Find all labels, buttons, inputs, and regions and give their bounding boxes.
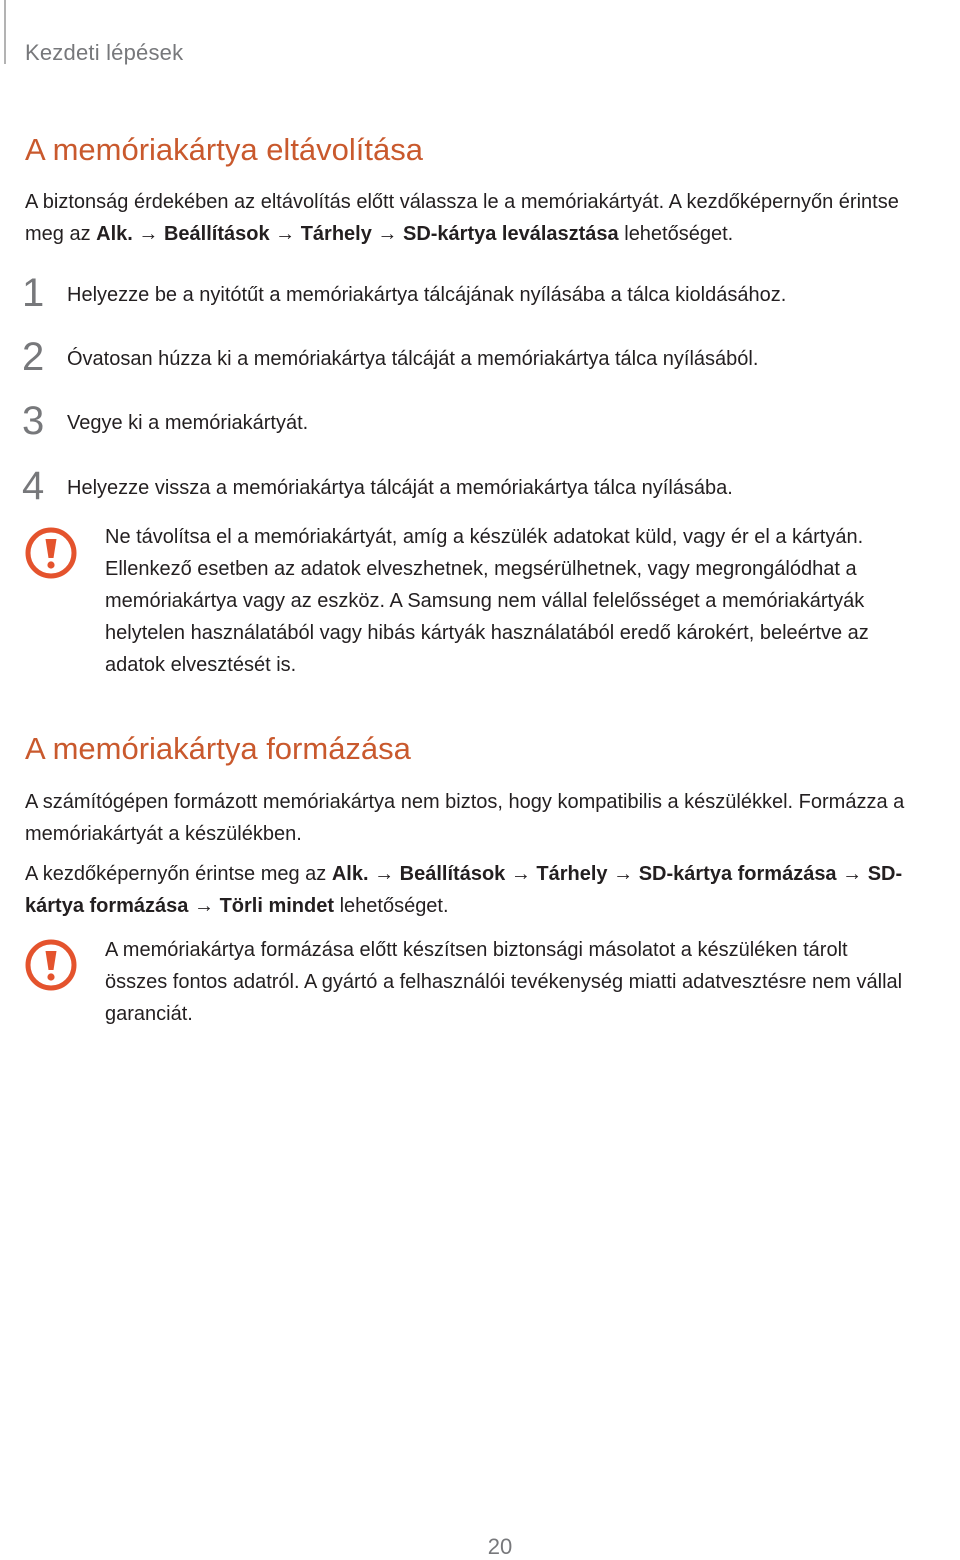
- path-item-storage: Tárhely: [536, 863, 608, 885]
- warning-line: garanciát.: [105, 1003, 193, 1025]
- arrow: →: [374, 863, 395, 885]
- format-path-suffix: lehetőséget.: [334, 895, 449, 917]
- arrow: →: [275, 223, 296, 245]
- path-item-storage: Tárhely: [300, 223, 372, 245]
- removal-intro-line1: A biztonság érdekében az eltávolítás előtt válassza le a memóriakártyát. A kezdőképernyőn érintse: [25, 191, 899, 213]
- step-text: Helyezze be a nyitótűt a memóriakártya tálcájának nyílásába a tálca kioldásához.: [67, 284, 787, 306]
- exclamation-circle-icon: [24, 938, 78, 992]
- exclamation-circle-icon: [24, 526, 78, 580]
- format-path: [25, 858, 960, 922]
- arrow: →: [138, 223, 159, 245]
- arrow: →: [510, 863, 531, 885]
- format-path-prefix: A kezdőképernyőn érintse meg az: [25, 863, 332, 885]
- warning-format: [105, 934, 950, 1030]
- path-item-format-sd-confirm-part1: SD-: [867, 863, 903, 885]
- warning-line: Ellenkező esetben az adatok elveszhetnek, megsérülhetnek, vagy megrongálódhat a: [105, 558, 857, 580]
- path-item-format-sd: SD-kártya formázása: [638, 863, 837, 885]
- path-item-settings: Beállítások: [163, 223, 270, 245]
- step-3: [0, 401, 960, 441]
- warning-line: memóriakártya vagy az eszköz. A Samsung nem vállal felelősséget a memóriakártyák: [105, 590, 865, 612]
- step-number: 3: [22, 399, 45, 443]
- path-item-apps: Alk.: [96, 223, 133, 245]
- format-intro: [25, 786, 960, 850]
- step-text: Helyezze vissza a memóriakártya tálcáját a memóriakártya tálca nyílásába.: [67, 477, 733, 499]
- path-item-settings: Beállítások: [399, 863, 506, 885]
- removal-intro: [25, 186, 960, 250]
- warning-removal: [105, 521, 950, 681]
- arrow: →: [613, 863, 634, 885]
- arrow: →: [377, 223, 398, 245]
- format-intro-line2: memóriakártyát a készülékben.: [25, 823, 302, 845]
- corner-rule: [4, 0, 6, 64]
- path-item-delete-all: Törli mindet: [219, 895, 335, 917]
- chapter-header: Kezdeti lépések: [25, 40, 184, 65]
- path-item-apps: Alk.: [331, 863, 369, 885]
- arrow: →: [842, 863, 863, 885]
- step-1: [0, 273, 960, 313]
- warning-line: Ne távolítsa el a memóriakártyát, amíg a készülék adatokat küld, vagy ér el a kártyán.: [105, 526, 864, 548]
- section-title-format: A memóriakártya formázása: [25, 731, 411, 766]
- warning-line: adatok elvesztését is.: [105, 654, 297, 676]
- removal-intro-suffix: lehetőséget.: [618, 223, 734, 245]
- section-title-removal: A memóriakártya eltávolítása: [25, 132, 424, 167]
- step-number: 2: [22, 335, 45, 379]
- page-number: 20: [487, 1534, 513, 1559]
- step-4: [0, 466, 960, 506]
- arrow: →: [194, 895, 214, 917]
- warning-line: A memóriakártya formázása előtt készítsen biztonsági másolatot a készüléken tárolt: [105, 939, 848, 961]
- step-number: 4: [22, 464, 45, 508]
- path-item-format-sd-confirm-part2: kártya formázása: [25, 895, 189, 917]
- format-intro-line1: A számítógépen formázott memóriakártya nem biztos, hogy kompatibilis a készülékkel. Formázza a: [25, 791, 905, 813]
- step-text: Óvatosan húzza ki a memóriakártya tálcáját a memóriakártya tálca nyílásából.: [67, 348, 759, 370]
- step-number: 1: [22, 271, 45, 315]
- step-2: [0, 337, 960, 377]
- warning-line: helytelen használatából vagy hibás kártyák használatából eredő károkért, beleértve az: [105, 622, 869, 644]
- removal-intro-prefix: meg az: [25, 223, 97, 245]
- warning-line: összes fontos adatról. A gyártó a felhasználói tevékenység miatti adatvesztésre nem vállal: [105, 971, 903, 993]
- step-text: Vegye ki a memóriakártyát.: [67, 412, 309, 434]
- path-item-unmount: SD-kártya leválasztása: [402, 223, 619, 245]
